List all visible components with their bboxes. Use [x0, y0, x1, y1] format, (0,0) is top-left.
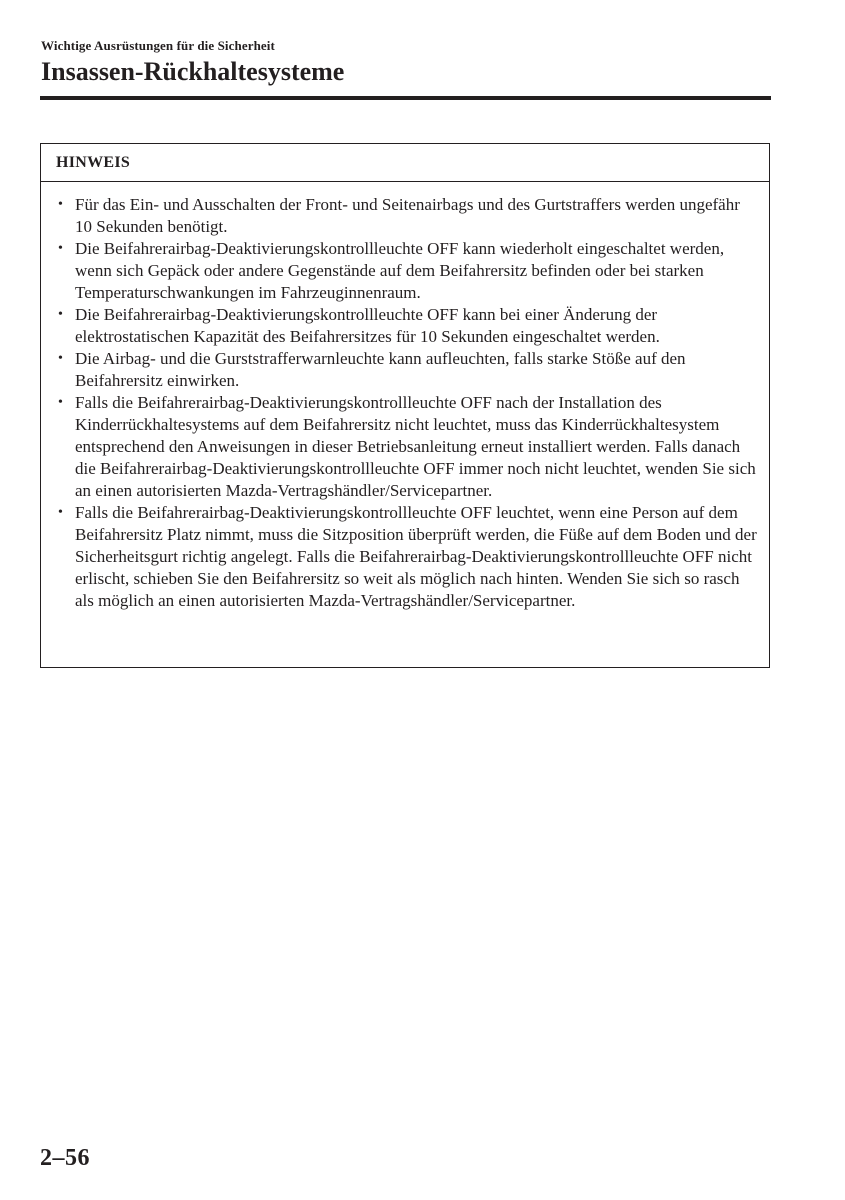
page-title: Insassen-Rückhaltesysteme [41, 57, 345, 86]
note-list [41, 182, 769, 612]
title-divider [40, 96, 771, 100]
note-item-text: Die Beifahrerairbag-Deaktivierungskontrollleuchte OFF kann wiederholt eingeschaltet werden, wenn sich Gepäck oder andere Gegenstände auf dem Beifahrersitz befinden oder bei starken Temperaturschwankungen im Fahrzeuginnenraum. [75, 239, 725, 302]
bullet-icon: • [58, 395, 63, 410]
note-item [55, 194, 759, 238]
note-item-text: Die Beifahrerairbag-Deaktivierungskontrollleuchte OFF kann bei einer Änderung der elektrostatischen Kapazität des Beifahrersitzes für 10 Sekunden eingeschaltet werden. [75, 305, 660, 346]
note-item-text: Für das Ein- und Ausschalten der Front- und Seitenairbags und des Gurtstraffers werden ungefähr 10 Sekunden benötigt. [75, 195, 740, 236]
note-item [55, 502, 759, 612]
page-number: 2–56 [40, 1145, 90, 1171]
bullet-icon: • [58, 241, 63, 256]
section-label: Wichtige Ausrüstungen für die Sicherheit [41, 38, 275, 53]
bullet-icon: • [58, 197, 63, 212]
bullet-icon: • [58, 307, 63, 322]
note-item-text: Falls die Beifahrerairbag-Deaktivierungskontrollleuchte OFF nach der Installation des Kinderrückhaltesystems auf dem Beifahrersitz nicht leuchtet, muss das Kinderrückhaltesystem entsprechend den Anweisungen in dieser Betriebsanleitung erneut installiert werden. Falls danach die Beifahrerairbag-Deaktivierungskontrollleuchte OFF immer noch nicht leuchtet, wenden Sie sich an einen autorisierten Mazda-Vertragshändler/Servicepartner. [75, 393, 756, 500]
bullet-icon: • [58, 505, 63, 520]
note-item [55, 392, 759, 502]
note-item-text: Die Airbag- und die Gurststrafferwarnleuchte kann aufleuchten, falls starke Stöße auf den Beifahrersitz einwirken. [75, 349, 686, 390]
bullet-icon: • [58, 351, 63, 366]
note-item [55, 238, 759, 304]
note-item-text: Falls die Beifahrerairbag-Deaktivierungskontrollleuchte OFF leuchtet, wenn eine Person auf dem Beifahrersitz Platz nimmt, muss die Sitzposition überprüft werden, die Füße auf dem Boden und der Sicherheitsgurt richtig angelegt. Falls die Beifahrerairbag-Deaktivierungskontrollleuchte OFF nicht erlischt, schieben Sie den Beifahrersitz so weit als möglich nach hinten. Wenden Sie sich so rasch als möglich an einen autorisierten Mazda-Vertragshändler/Servicepartner. [75, 503, 757, 610]
note-item [55, 348, 759, 392]
note-item [55, 304, 759, 348]
note-heading: HINWEIS [41, 144, 769, 182]
note-box [40, 143, 770, 668]
